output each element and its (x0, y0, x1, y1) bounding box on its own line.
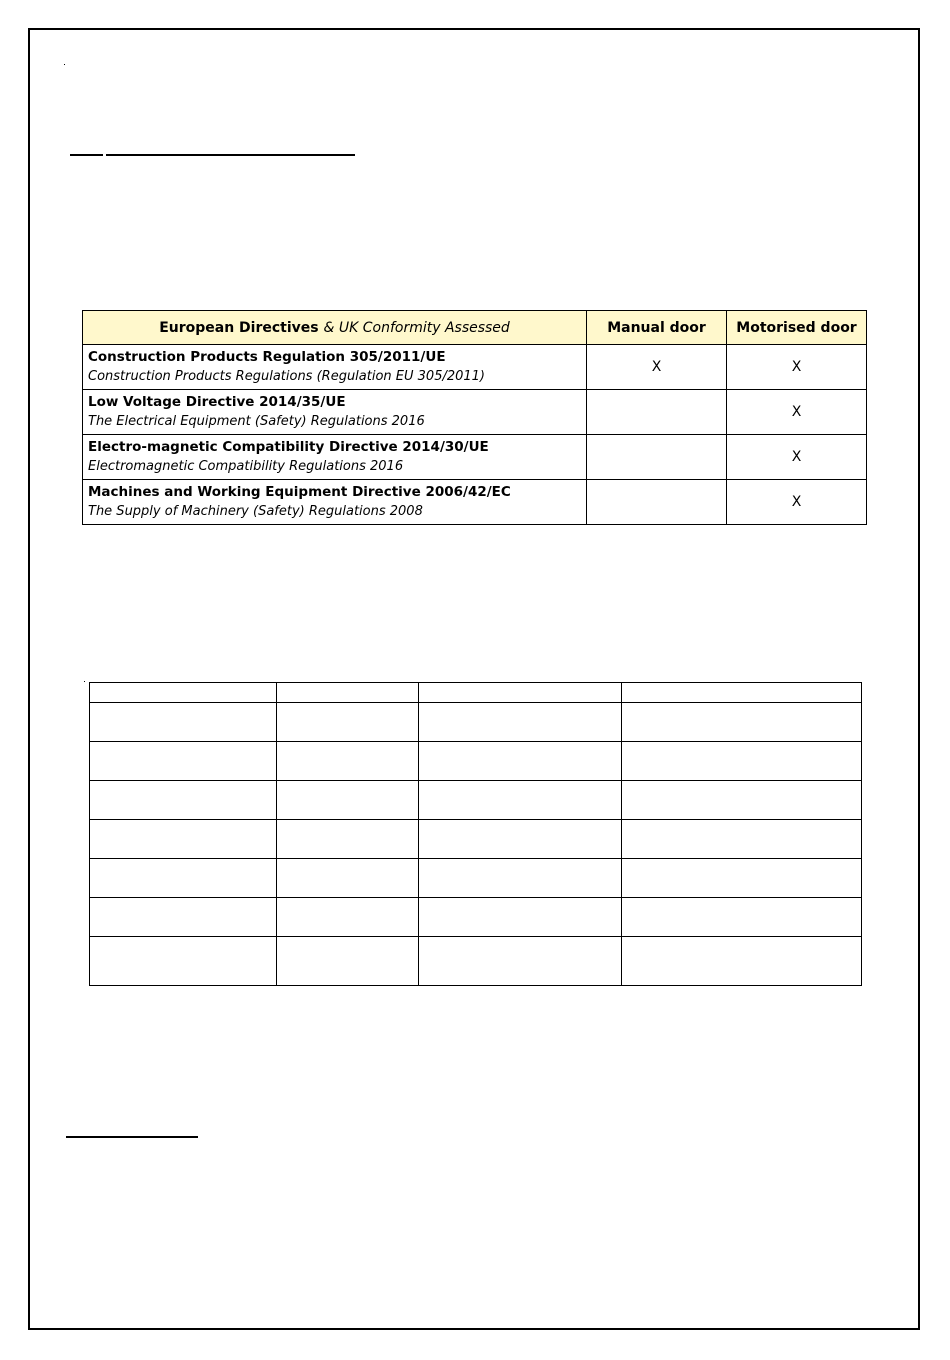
table-cell (419, 898, 622, 937)
manual-door-mark: X (587, 345, 727, 390)
manual-door-mark (587, 480, 727, 525)
manual-door-mark (587, 390, 727, 435)
table-cell (622, 898, 862, 937)
motorised-door-mark: X (727, 390, 867, 435)
table-cell (419, 683, 622, 703)
motorised-door-mark: X (727, 345, 867, 390)
table-cell (622, 820, 862, 859)
speck-mark (84, 681, 85, 682)
table-cell (622, 781, 862, 820)
table-cell (277, 703, 419, 742)
table-cell (90, 683, 277, 703)
directives-header-bold: European Directives (159, 319, 319, 336)
directives-header-italic: & UK Conformity Assessed (323, 319, 510, 336)
table-cell (622, 859, 862, 898)
table-cell (90, 859, 277, 898)
table-cell (277, 898, 419, 937)
directive-cell (83, 390, 587, 435)
table-row (90, 898, 862, 937)
page-frame (28, 28, 920, 1330)
table-cell (277, 859, 419, 898)
table-row (90, 781, 862, 820)
uk-regulation-name: Electromagnetic Compatibility Regulations 2016 (88, 459, 404, 474)
manual-door-mark (587, 435, 727, 480)
motorised-door-mark: X (727, 480, 867, 525)
directives-header-row (83, 311, 867, 345)
directives-table (82, 310, 867, 525)
table-row (90, 820, 862, 859)
table-cell (419, 859, 622, 898)
table-cell (419, 742, 622, 781)
directive-row (83, 390, 867, 435)
table-cell (90, 820, 277, 859)
table-cell (419, 781, 622, 820)
table-cell (419, 937, 622, 986)
table-cell (90, 781, 277, 820)
table-cell (277, 742, 419, 781)
table-cell (277, 820, 419, 859)
table-row (90, 703, 862, 742)
table-row (90, 683, 862, 703)
heading-underline (106, 154, 355, 156)
table-cell (419, 820, 622, 859)
table-cell (90, 898, 277, 937)
table-cell (90, 937, 277, 986)
directive-cell (83, 480, 587, 525)
speck-mark (64, 64, 65, 65)
motorised-door-mark: X (727, 435, 867, 480)
table-cell (622, 683, 862, 703)
manual-door-header: Manual door (587, 311, 727, 345)
directive-name: Electro-magnetic Compatibility Directive 2014/30/UE (88, 439, 489, 455)
uk-regulation-name: The Electrical Equipment (Safety) Regulations 2016 (88, 414, 425, 429)
motorised-door-header: Motorised door (727, 311, 867, 345)
table-row (90, 937, 862, 986)
directive-row (83, 480, 867, 525)
table-cell (277, 683, 419, 703)
blank-grid-table (89, 682, 862, 986)
table-cell (622, 937, 862, 986)
table-cell (90, 703, 277, 742)
table-cell (277, 781, 419, 820)
table-cell (622, 703, 862, 742)
directive-cell (83, 345, 587, 390)
table-row (90, 859, 862, 898)
directive-name: Construction Products Regulation 305/2011/UE (88, 349, 446, 365)
directive-cell (83, 435, 587, 480)
directive-name: Machines and Working Equipment Directive 2006/42/EC (88, 484, 511, 500)
section-underline (66, 1136, 198, 1138)
directive-row (83, 345, 867, 390)
uk-regulation-name: Construction Products Regulations (Regulation EU 305/2011) (88, 369, 486, 384)
table-row (90, 742, 862, 781)
uk-regulation-name: The Supply of Machinery (Safety) Regulations 2008 (88, 504, 423, 519)
directives-header (83, 311, 587, 345)
table-cell (419, 703, 622, 742)
directive-row (83, 435, 867, 480)
table-cell (277, 937, 419, 986)
table-cell (90, 742, 277, 781)
directive-name: Low Voltage Directive 2014/35/UE (88, 394, 346, 410)
table-cell (622, 742, 862, 781)
heading-underline (70, 154, 103, 156)
